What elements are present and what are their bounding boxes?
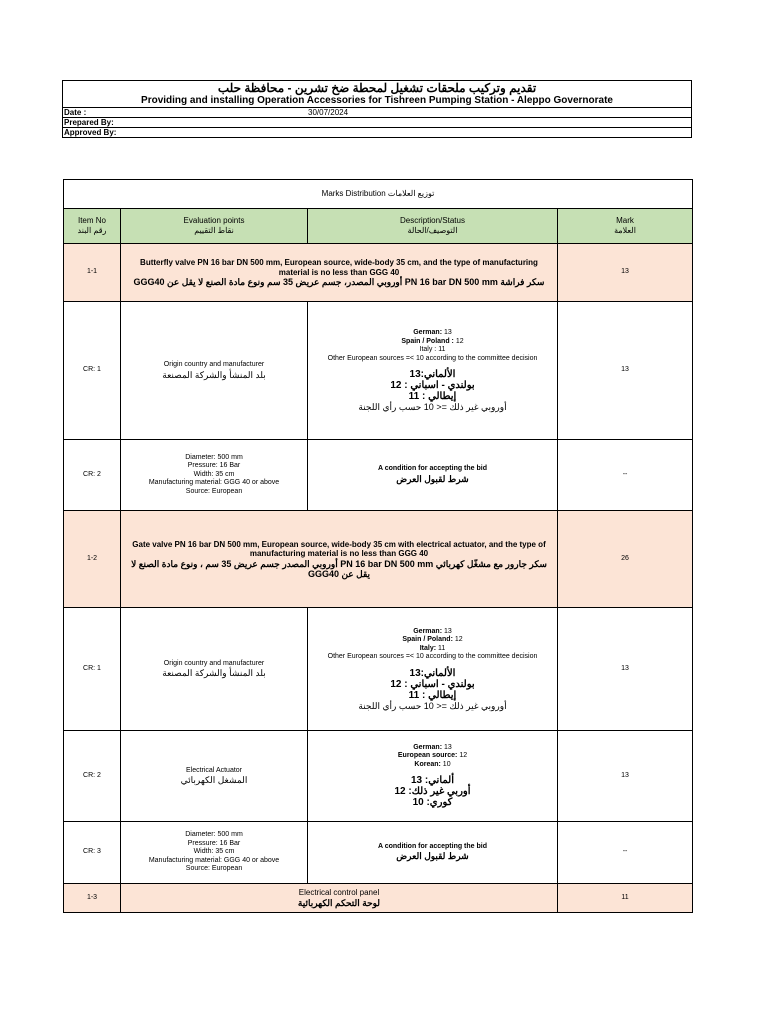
condition-ar: شرط لقبول العرض bbox=[396, 851, 469, 862]
criteria-row bbox=[64, 731, 693, 822]
score-line: German: 13 bbox=[413, 329, 452, 336]
approved-label: Approved By: bbox=[64, 128, 117, 137]
criteria-desc bbox=[308, 608, 558, 731]
col-eval-ar: نقاط التقييم bbox=[194, 226, 234, 235]
condition-en: A condition for accepting the bid bbox=[377, 842, 488, 850]
score-line: German: 13 bbox=[413, 627, 452, 635]
score-line: Korean: 10 bbox=[414, 760, 451, 768]
spec-line: Width: 35 cm bbox=[193, 848, 235, 856]
date-label: Date : bbox=[64, 108, 87, 117]
item-description bbox=[121, 511, 558, 608]
document-header bbox=[62, 80, 692, 138]
score-line-ar: الألماني:13 bbox=[409, 369, 456, 380]
score-line: Spain / Poland : 12 bbox=[401, 337, 464, 345]
eval-ar: بلد المنشأ والشركة المصنعة bbox=[162, 369, 266, 380]
criteria-row bbox=[64, 822, 693, 884]
item-desc-en: Butterfly valve PN 16 bar DN 500 mm, European source, wide-body 35 cm, and the type of manufacturing material is no less than GGG 40 bbox=[140, 258, 538, 277]
spec-line: Pressure: 16 Bar bbox=[187, 462, 241, 470]
criteria-mark: 13 bbox=[558, 302, 693, 440]
prepared-row bbox=[63, 118, 692, 128]
score-line: Italy: 11 bbox=[419, 644, 446, 652]
spec-line: Diameter: 500 mm bbox=[185, 831, 243, 839]
criteria-eval bbox=[121, 822, 308, 884]
score-line-ar: إيطالي : 11 bbox=[408, 391, 457, 402]
criteria-mark: 13 bbox=[558, 731, 693, 822]
score-line: European source: 12 bbox=[397, 752, 468, 760]
date-row bbox=[63, 108, 692, 118]
criteria-eval bbox=[121, 731, 308, 822]
col-item-no-en: Item No bbox=[77, 216, 106, 225]
criteria-row bbox=[64, 302, 693, 440]
col-desc-en: Description/Status bbox=[400, 216, 465, 225]
criteria-row bbox=[64, 608, 693, 731]
col-item-no bbox=[64, 209, 121, 244]
item-no: 1-1 bbox=[64, 244, 121, 302]
item-desc-en: Gate valve PN 16 bar DN 500 mm, European source, wide-body 35 cm with electrical actuator, and the type of manufacturing material is no less than GGG 40 bbox=[132, 539, 546, 558]
score-line-ar: كوري: 10 bbox=[412, 797, 453, 809]
spec-line: Width: 35 cm bbox=[193, 470, 235, 478]
eval-ar: بلد المنشأ والشركة المصنعة bbox=[162, 668, 266, 679]
score-line: Other European sources =< 10 according to the committee decision bbox=[327, 653, 538, 660]
spec-line: Source: European bbox=[185, 487, 243, 495]
condition-en: A condition for accepting the bid bbox=[377, 465, 488, 473]
item-no: 1-2 bbox=[64, 511, 121, 608]
item-no: 1-3 bbox=[64, 884, 121, 913]
spec-line: Diameter: 500 mm bbox=[185, 453, 243, 461]
spec-line: Pressure: 16 Bar bbox=[187, 839, 241, 847]
score-line: Spain / Poland: 12 bbox=[402, 636, 463, 643]
item-desc-ar: لوحة التحكم الكهربائية bbox=[297, 897, 381, 908]
item-desc-ar: سكر فراشة PN 16 bar DN 500 mm أوروبي المصدر، جسم عريض 35 سم ونوع مادة الصنع لا يقل عن GGG40 bbox=[133, 277, 545, 287]
item-description bbox=[121, 244, 558, 302]
item-mark: 11 bbox=[558, 884, 693, 913]
eval-ar: المشغل الكهربائي bbox=[180, 775, 248, 786]
col-mark-ar: العلامة bbox=[614, 226, 636, 235]
spec-line: Source: European bbox=[185, 865, 243, 873]
score-line: Italy : 11 bbox=[419, 346, 446, 353]
col-mark bbox=[558, 209, 693, 244]
spec-line: Manufacturing material: GGG 40 or above bbox=[148, 479, 280, 487]
criteria-mark: -- bbox=[558, 822, 693, 884]
criteria-no: CR: 2 bbox=[64, 731, 121, 822]
eval-en: Electrical Actuator bbox=[185, 766, 243, 774]
col-desc-ar: التوصيف/الحالة bbox=[407, 226, 458, 235]
criteria-no: CR: 3 bbox=[64, 822, 121, 884]
criteria-desc bbox=[308, 822, 558, 884]
score-line-ar: ألماني: 13 bbox=[410, 775, 454, 787]
score-line-ar: إيطالي : 11 bbox=[408, 689, 457, 701]
item-desc-en: Electrical control panel bbox=[298, 888, 380, 898]
criteria-no: CR: 1 bbox=[64, 302, 121, 440]
criteria-eval bbox=[121, 302, 308, 440]
item-row-1-1 bbox=[64, 244, 693, 302]
score-line-ar: بولندي - اسباني : 12 bbox=[390, 380, 475, 391]
criteria-eval bbox=[121, 440, 308, 511]
col-desc bbox=[308, 209, 558, 244]
criteria-mark: -- bbox=[558, 440, 693, 511]
criteria-eval bbox=[121, 608, 308, 731]
criteria-no: CR: 2 bbox=[64, 440, 121, 511]
col-eval bbox=[121, 209, 308, 244]
condition-ar: شرط لقبول العرض bbox=[396, 473, 469, 484]
score-line-ar: الألماني:13 bbox=[409, 667, 456, 679]
eval-en: Origin country and manufacturer bbox=[163, 659, 265, 667]
item-row-1-3 bbox=[64, 884, 693, 913]
eval-en: Origin country and manufacturer bbox=[163, 361, 265, 369]
score-line-ar: أوربي غير ذلك: 12 bbox=[394, 786, 471, 798]
approved-row bbox=[63, 128, 692, 138]
criteria-row bbox=[64, 440, 693, 511]
criteria-no: CR: 1 bbox=[64, 608, 121, 731]
col-mark-en: Mark bbox=[616, 216, 634, 225]
item-mark: 26 bbox=[558, 511, 693, 608]
score-line-ar: أوروبي غير ذلك =< 10 حسب رأي اللجنة bbox=[358, 700, 507, 711]
item-mark: 13 bbox=[558, 244, 693, 302]
spec-line: Manufacturing material: GGG 40 or above bbox=[148, 856, 280, 864]
table-header-row bbox=[64, 209, 693, 244]
title-english: Providing and installing Operation Accessories for Tishreen Pumping Station - Aleppo Governorate bbox=[63, 95, 692, 108]
criteria-desc bbox=[308, 302, 558, 440]
date-value: 30/07/2024 bbox=[308, 108, 349, 117]
score-line-ar: أوروبي غير ذلك =< 10 حسب رأي اللجنة bbox=[358, 402, 507, 412]
item-description bbox=[121, 884, 558, 913]
criteria-mark: 13 bbox=[558, 608, 693, 731]
score-line: German: 13 bbox=[413, 743, 452, 751]
score-line: Other European sources =< 10 according to the committee decision bbox=[327, 354, 538, 362]
title-arabic: تقديم وتركيب ملحقات تشغيل لمحطة ضخ تشرين - محافظة حلب bbox=[63, 81, 692, 96]
item-row-1-2 bbox=[64, 511, 693, 608]
col-item-no-ar: رقم البند bbox=[77, 226, 107, 235]
criteria-desc bbox=[308, 731, 558, 822]
score-line-ar: بولندي - اسباني : 12 bbox=[390, 678, 475, 690]
prepared-label: Prepared By: bbox=[64, 118, 114, 127]
table-caption: Marks Distribution توزيع العلامات bbox=[64, 180, 693, 209]
item-desc-ar: سكر جارور مع مشغّل كهربائي PN 16 bar DN 500 mm أوروبي المصدر جسم عريض 35 سم ، ونوع مادة الصنع لا يقل عن GGG40 bbox=[131, 558, 547, 579]
col-eval-en: Evaluation points bbox=[183, 216, 245, 225]
criteria-desc bbox=[308, 440, 558, 511]
marks-table bbox=[63, 179, 693, 913]
